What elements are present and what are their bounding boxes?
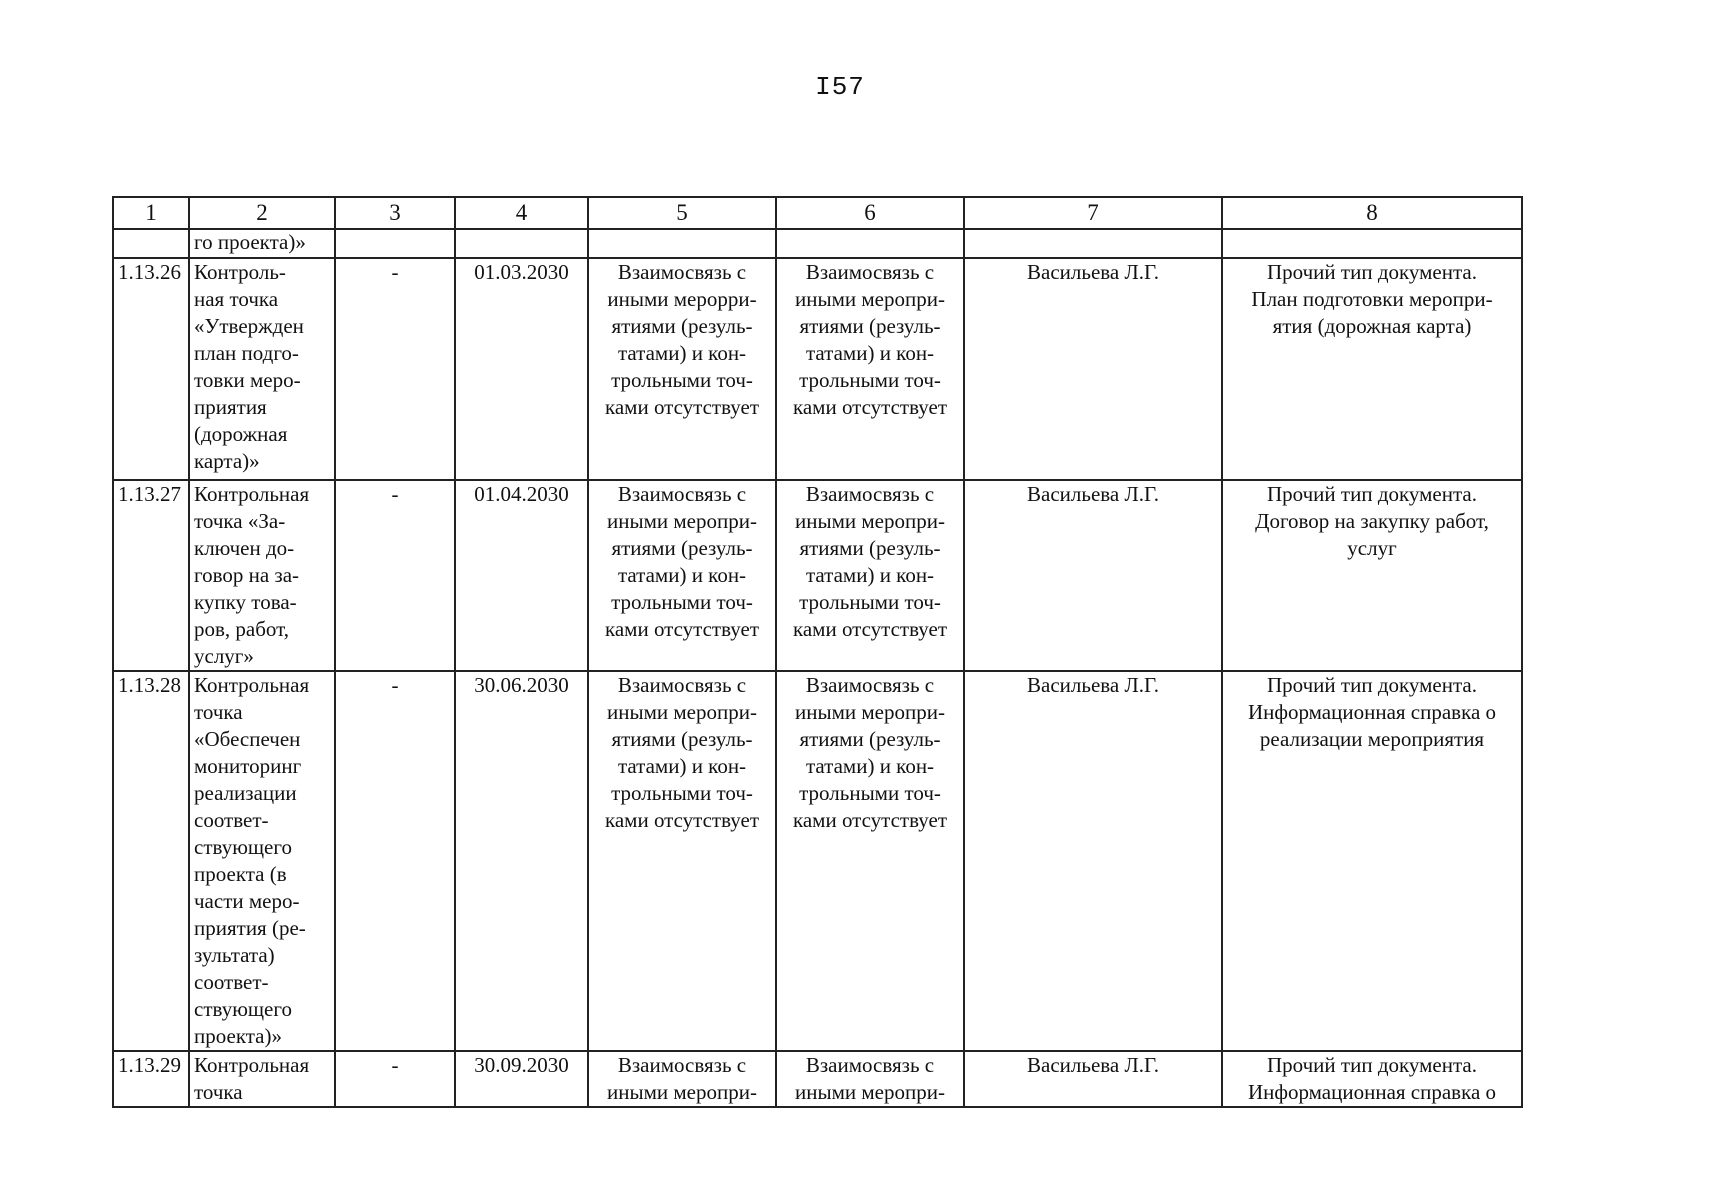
page-number: I57	[815, 72, 865, 102]
text-line: Прочий тип документа.	[1267, 673, 1477, 697]
text-line: ками отсутствует	[792, 617, 948, 641]
text-line: купку това-	[194, 590, 297, 614]
relationship-text-col5	[588, 258, 776, 480]
text-line: услуг	[1347, 536, 1397, 560]
deadline-date: 30.09.2030	[455, 1051, 588, 1107]
column-header-7: 7	[964, 197, 1222, 229]
text-line: трольными точ-	[799, 781, 941, 805]
text-line: Взаимосвязь с	[617, 1053, 747, 1077]
text-line: Договор на закупку работ,	[1255, 509, 1489, 533]
text-line: проекта)»	[194, 1024, 282, 1048]
document-type	[1222, 258, 1522, 480]
text-line: ками отсутствует	[604, 617, 760, 641]
text-line: карта)»	[194, 449, 260, 473]
item-number: 1.13.29	[113, 1051, 189, 1107]
text-line: татами) и кон-	[805, 563, 935, 587]
text-line: ками отсутствует	[604, 395, 760, 419]
cell-empty	[588, 229, 776, 258]
text-line: Информационная справка о	[1247, 1080, 1497, 1104]
cell-empty	[113, 229, 189, 258]
document-type	[1222, 1051, 1522, 1107]
text-line: ятиями (резуль-	[611, 536, 753, 560]
column-number-header-row	[113, 197, 1522, 229]
text-line: Взаимосвязь с	[617, 260, 747, 284]
text-line: иными меропри-	[795, 509, 945, 533]
text-line: ятиями (резуль-	[611, 314, 753, 338]
relationship-text-col6	[776, 1051, 964, 1107]
document-type	[1222, 480, 1522, 671]
column-3-value: -	[335, 258, 455, 480]
text-line: трольными точ-	[611, 368, 753, 392]
deadline-date: 30.06.2030	[455, 671, 588, 1051]
text-line: ная точка	[194, 287, 279, 311]
table-row	[113, 258, 1522, 480]
text-line: ров, работ,	[194, 617, 289, 641]
text-line: ятиями (резуль-	[611, 727, 753, 751]
cell-empty	[1222, 229, 1522, 258]
text-line: Прочий тип документа.	[1267, 260, 1477, 284]
column-header-8: 8	[1222, 197, 1522, 229]
text-line: Взаимосвязь с	[805, 673, 935, 697]
column-header-1: 1	[113, 197, 189, 229]
text-line: Информационная справка о	[1247, 700, 1497, 724]
text-line: татами) и кон-	[617, 341, 747, 365]
text-line: трольными точ-	[799, 590, 941, 614]
item-number: 1.13.27	[113, 480, 189, 671]
text-line: зультата)	[194, 943, 275, 967]
relationship-text-col6	[776, 258, 964, 480]
text-line: Контрольная	[194, 482, 310, 506]
text-line: татами) и кон-	[617, 754, 747, 778]
column-header-2: 2	[189, 197, 335, 229]
column-header-3: 3	[335, 197, 455, 229]
continuation-row	[113, 229, 1522, 258]
text-line: Контрольная	[194, 673, 310, 697]
text-line: ятиями (резуль-	[799, 314, 941, 338]
text-line: говор на за-	[194, 563, 300, 587]
deadline-date: 01.03.2030	[455, 258, 588, 480]
text-line: приятия	[194, 395, 267, 419]
control-point-name	[189, 671, 335, 1051]
document-type	[1222, 671, 1522, 1051]
text-line: татами) и кон-	[805, 341, 935, 365]
text-line: Взаимосвязь с	[805, 482, 935, 506]
text-line: приятия (ре-	[194, 916, 306, 940]
column-header-5: 5	[588, 197, 776, 229]
relationship-text-col5	[588, 1051, 776, 1107]
text-line: Взаимосвязь с	[617, 482, 747, 506]
responsible-person: Васильева Л.Г.	[964, 480, 1222, 671]
text-line: трольными точ-	[611, 590, 753, 614]
text-line: татами) и кон-	[617, 563, 747, 587]
text-line: части меро-	[194, 889, 300, 913]
table-row	[113, 480, 1522, 671]
text-line: «Обеспечен	[194, 727, 301, 751]
text-line: иными меропри-	[795, 287, 945, 311]
column-3-value: -	[335, 480, 455, 671]
text-line: точка	[194, 700, 243, 724]
column-header-6: 6	[776, 197, 964, 229]
column-3-value: -	[335, 671, 455, 1051]
text-line: Контроль-	[194, 260, 286, 284]
text-line: Контрольная	[194, 1053, 310, 1077]
responsible-person: Васильева Л.Г.	[964, 671, 1222, 1051]
text-line: трольными точ-	[611, 781, 753, 805]
text-line: услуг»	[194, 644, 254, 668]
deadline-date: 01.04.2030	[455, 480, 588, 671]
responsible-person: Васильева Л.Г.	[964, 258, 1222, 480]
item-number: 1.13.26	[113, 258, 189, 480]
text-line: ятиями (резуль-	[799, 727, 941, 751]
text-line: мониторинг	[194, 754, 302, 778]
responsible-person: Васильева Л.Г.	[964, 1051, 1222, 1107]
text-line: ками отсутствует	[792, 395, 948, 419]
cell-empty	[964, 229, 1222, 258]
text-line: иными меропри-	[795, 1080, 945, 1104]
text-line: ствующего	[194, 835, 292, 859]
control-point-name	[189, 480, 335, 671]
cell-empty	[455, 229, 588, 258]
text-line: ятия (дорожная карта)	[1272, 314, 1472, 338]
text-line: ками отсутствует	[604, 808, 760, 832]
text-line: Прочий тип документа.	[1267, 482, 1477, 506]
relationship-text-col6	[776, 480, 964, 671]
text-line: татами) и кон-	[805, 754, 935, 778]
column-header-4: 4	[455, 197, 588, 229]
cell-empty	[776, 229, 964, 258]
column-3-value: -	[335, 1051, 455, 1107]
text-line: Взаимосвязь с	[805, 260, 935, 284]
table-row	[113, 1051, 1522, 1107]
text-line: Прочий тип документа.	[1267, 1053, 1477, 1077]
continued-name-text: го проекта)»	[189, 229, 335, 258]
text-line: товки меро-	[194, 368, 301, 392]
relationship-text-col5	[588, 480, 776, 671]
text-line: план подго-	[194, 341, 299, 365]
text-line: иными меропри-	[607, 509, 757, 533]
text-line: ключен до-	[194, 536, 295, 560]
text-line: соответ-	[194, 808, 269, 832]
text-line: иными меропри-	[607, 700, 757, 724]
text-line: иными меропри-	[795, 700, 945, 724]
text-line: План подготовки меропри-	[1251, 287, 1493, 311]
text-line: проекта (в	[194, 862, 287, 886]
document-table	[112, 196, 1523, 1108]
relationship-text-col5	[588, 671, 776, 1051]
control-point-name	[189, 258, 335, 480]
item-number: 1.13.28	[113, 671, 189, 1051]
table-row	[113, 671, 1522, 1051]
text-line: «Утвержден	[194, 314, 304, 338]
text-line: точка «За-	[194, 509, 286, 533]
control-point-name	[189, 1051, 335, 1107]
text-line: (дорожная	[194, 422, 288, 446]
text-line: иными меропри-	[607, 1080, 757, 1104]
text-line: ками отсутствует	[792, 808, 948, 832]
text-line: трольными точ-	[799, 368, 941, 392]
relationship-text-col6	[776, 671, 964, 1051]
text-line: Взаимосвязь с	[617, 673, 747, 697]
text-line: ствующего	[194, 997, 292, 1021]
text-line: точка	[194, 1080, 243, 1104]
cell-empty	[335, 229, 455, 258]
text-line: ятиями (резуль-	[799, 536, 941, 560]
text-line: соответ-	[194, 970, 269, 994]
text-line: иными мероpри-	[607, 287, 757, 311]
text-line: реализации мероприятия	[1259, 727, 1485, 751]
text-line: реализации	[194, 781, 297, 805]
text-line: Взаимосвязь с	[805, 1053, 935, 1077]
